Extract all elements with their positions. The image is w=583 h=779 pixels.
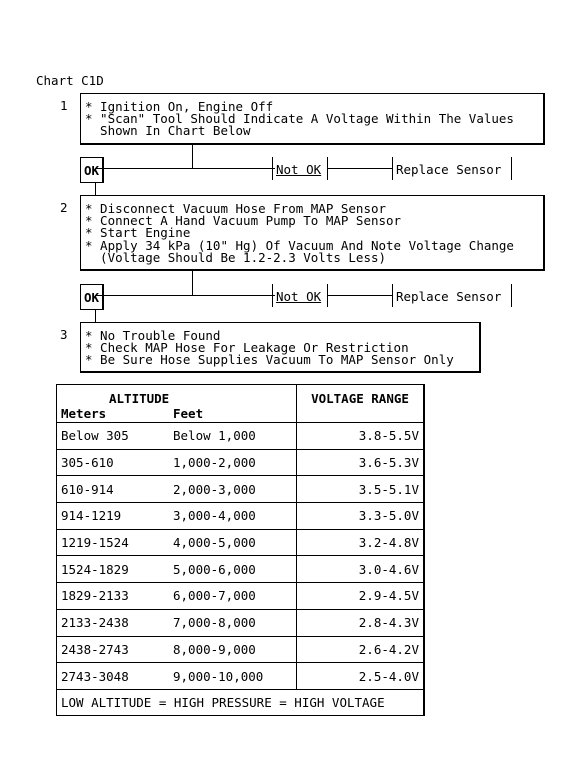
feet-header: Feet	[173, 406, 204, 421]
meters-header: Meters	[61, 406, 107, 421]
step-2-line-4: * Apply 34 kPa (10" Hg) Of Vacuum And Note Voltage Change	[85, 238, 514, 253]
branch-1-result-right-tick	[511, 157, 512, 180]
meters-value: 610-914	[61, 481, 114, 497]
altitude-cell	[57, 583, 297, 610]
feet-value: 8,000-9,000	[173, 641, 256, 657]
branch-1-result-label: Replace Sensor	[396, 162, 502, 177]
step-3-line-3: * Be Sure Hose Supplies Vacuum To MAP Sensor Only	[85, 352, 454, 367]
meters-value: 2438-2743	[61, 641, 129, 657]
step-2-number: 2	[60, 200, 68, 215]
branch-2-split-line	[95, 295, 275, 296]
chart-title: Chart C1D	[36, 73, 104, 88]
voltage-value: 2.9-4.5V	[297, 583, 425, 610]
step-2-line-3: * Start Engine	[85, 225, 191, 240]
altitude-cell	[57, 476, 297, 503]
branch-1-result-left-tick	[392, 157, 393, 180]
step-1-line-1: * Ignition On, Engine Off	[85, 99, 274, 114]
altitude-cell	[57, 423, 297, 450]
altitude-cell	[57, 636, 297, 663]
table-row	[57, 423, 425, 450]
meters-value: 2743-3048	[61, 668, 129, 684]
step-1-number: 1	[60, 98, 68, 113]
branch-1-ok-down-connector	[95, 183, 96, 195]
meters-value: 2133-2438	[61, 615, 129, 631]
branch-1-notok-label: Not OK	[276, 162, 322, 177]
feet-value: 6,000-7,000	[173, 588, 256, 604]
branch-2-result-left-tick	[392, 284, 393, 307]
branch-1-ok-box	[80, 157, 104, 183]
voltage-value: 3.0-4.6V	[297, 556, 425, 583]
meters-value: 1219-1524	[61, 535, 129, 551]
branch-2-result-right-tick	[511, 284, 512, 307]
step-2-down-connector	[192, 271, 193, 295]
table-footer-row	[57, 689, 425, 715]
voltage-value: 3.3-5.0V	[297, 503, 425, 530]
table-row	[57, 609, 425, 636]
meters-value: 1524-1829	[61, 561, 129, 577]
altitude-voltage-table	[56, 384, 425, 716]
meters-value: 305-610	[61, 455, 114, 471]
feet-value: 2,000-3,000	[173, 481, 256, 497]
step-1-line-2: * "Scan" Tool Should Indicate A Voltage Within The Values	[85, 111, 514, 126]
branch-1-to-result-line	[327, 168, 392, 169]
step-3-line-2: * Check MAP Hose For Leakage Or Restriction	[85, 340, 409, 355]
step-2-line-2: * Connect A Hand Vacuum Pump To MAP Sensor	[85, 213, 402, 228]
table-header-row	[57, 385, 425, 423]
branch-2-ok-box	[80, 284, 104, 310]
voltage-value: 3.6-5.3V	[297, 449, 425, 476]
voltage-value: 2.8-4.3V	[297, 609, 425, 636]
step-1-box	[80, 93, 545, 145]
voltage-value: 2.6-4.2V	[297, 636, 425, 663]
step-1-line-3: Shown In Chart Below	[85, 123, 251, 138]
step-2-box	[80, 195, 545, 271]
feet-value: 3,000-4,000	[173, 508, 256, 524]
table-row	[57, 636, 425, 663]
branch-1-split-line	[95, 168, 275, 169]
altitude-cell	[57, 556, 297, 583]
altitude-cell	[57, 529, 297, 556]
feet-value: 7,000-8,000	[173, 615, 256, 631]
step-2-line-5: (Voltage Should Be 1.2-2.3 Volts Less)	[85, 250, 387, 265]
branch-2-notok-left-tick	[272, 284, 273, 307]
table-row	[57, 556, 425, 583]
altitude-header-cell	[57, 385, 297, 423]
branch-2-notok-label: Not OK	[276, 289, 322, 304]
voltage-header: VOLTAGE RANGE	[297, 385, 425, 423]
table-footer: LOW ALTITUDE = HIGH PRESSURE = HIGH VOLTAGE	[57, 689, 425, 715]
step-2-line-1: * Disconnect Vacuum Hose From MAP Sensor	[85, 201, 387, 216]
branch-2-to-result-line	[327, 295, 392, 296]
table-row	[57, 449, 425, 476]
table-row	[57, 476, 425, 503]
feet-value: 4,000-5,000	[173, 535, 256, 551]
altitude-cell	[57, 503, 297, 530]
feet-value: 5,000-6,000	[173, 561, 256, 577]
meters-value: Below 305	[61, 428, 129, 444]
meters-value: 914-1219	[61, 508, 122, 524]
table-row	[57, 503, 425, 530]
branch-2-ok-label: OK	[84, 290, 100, 305]
feet-value: Below 1,000	[173, 428, 256, 444]
altitude-header: ALTITUDE	[109, 391, 170, 406]
step-1-down-connector	[192, 145, 193, 168]
branch-1-notok-left-tick	[272, 157, 273, 180]
voltage-value: 3.2-4.8V	[297, 529, 425, 556]
voltage-value: 3.5-5.1V	[297, 476, 425, 503]
meters-value: 1829-2133	[61, 588, 129, 604]
table-row	[57, 583, 425, 610]
feet-value: 1,000-2,000	[173, 455, 256, 471]
table-row	[57, 529, 425, 556]
voltage-value: 2.5-4.0V	[297, 663, 425, 690]
feet-value: 9,000-10,000	[173, 668, 264, 684]
altitude-cell	[57, 609, 297, 636]
voltage-value: 3.8-5.5V	[297, 423, 425, 450]
branch-1-ok-label: OK	[84, 163, 100, 178]
table-row	[57, 663, 425, 690]
altitude-cell	[57, 663, 297, 690]
step-3-line-1: * No Trouble Found	[85, 328, 221, 343]
step-3-box	[80, 322, 481, 373]
branch-2-result-label: Replace Sensor	[396, 289, 502, 304]
altitude-cell	[57, 449, 297, 476]
branch-2-ok-down-connector	[95, 310, 96, 322]
step-3-number: 3	[60, 327, 68, 342]
